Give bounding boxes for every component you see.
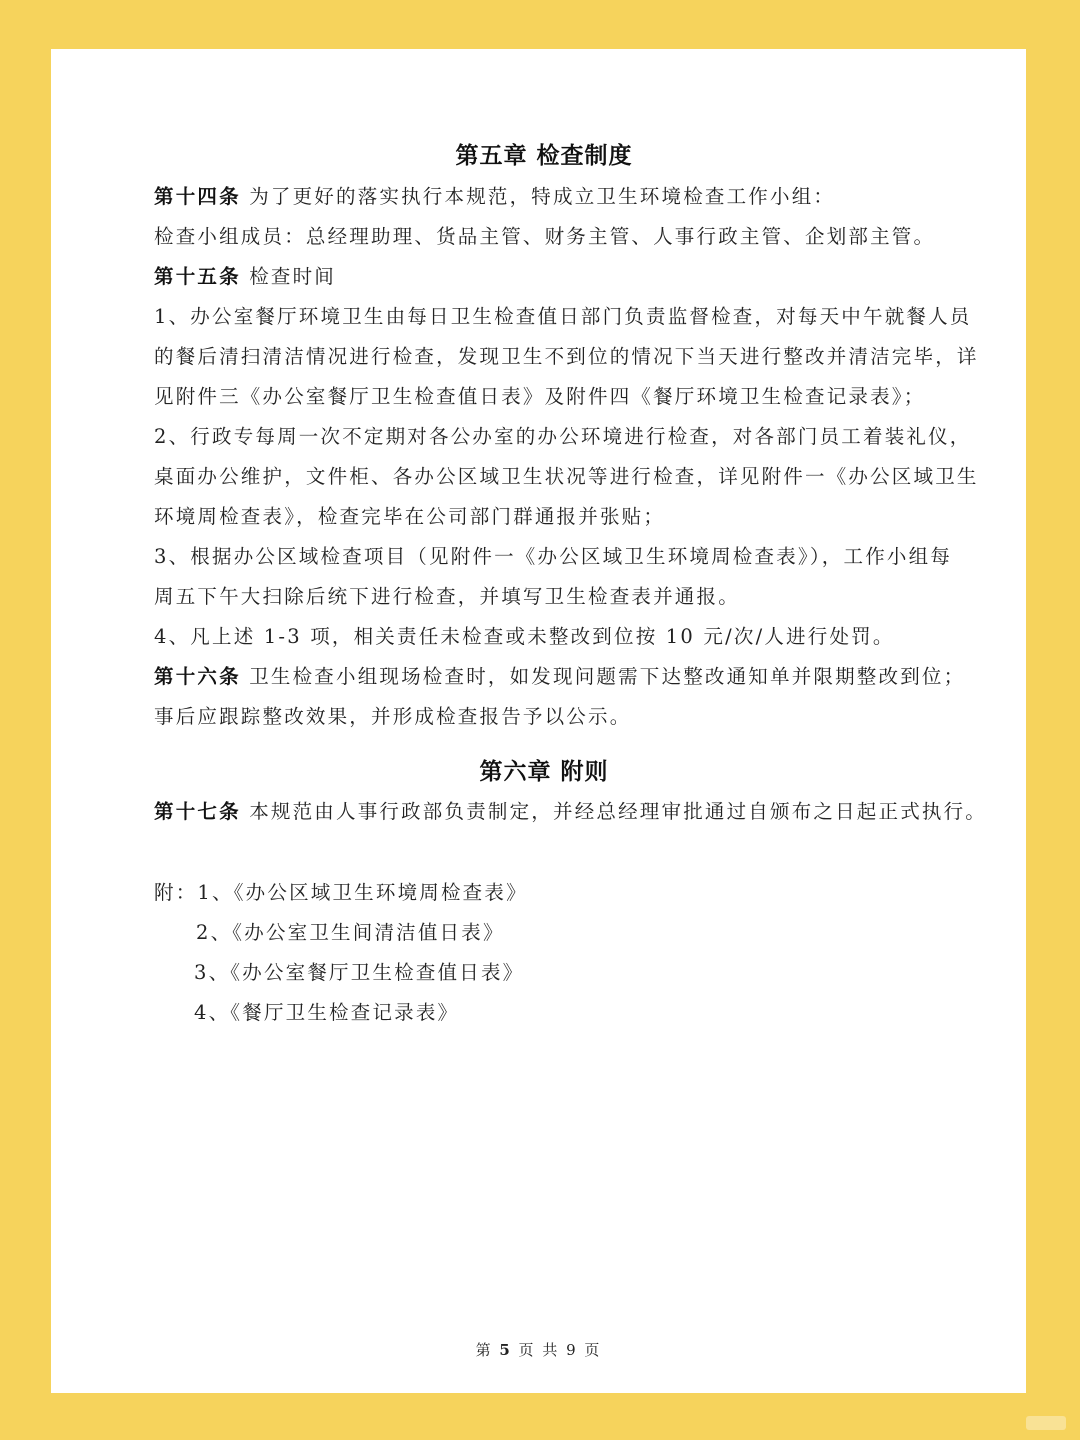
article-15-line: 1、办公室餐厅环境卫生由每日卫生检查值日部门负责监督检查，对每天中午就餐人员	[154, 305, 972, 328]
watermark	[1026, 1416, 1066, 1430]
article-15-text: 检查时间	[240, 265, 337, 288]
attachment-prefix: 附：	[154, 881, 198, 904]
article-14	[154, 187, 835, 207]
document-page	[51, 49, 1026, 1393]
footer-total-pages: 9	[566, 1341, 578, 1359]
article-15-line: 周五下午大扫除后统下进行检查，并填写卫生检查表并通报。	[154, 585, 740, 608]
article-14-members: 检查小组成员：总经理助理、货品主管、财务主管、人事行政主管、企划部主管。	[154, 225, 936, 248]
article-15-line: 见附件三《办公室餐厅卫生检查值日表》及附件四《餐厅环境卫生检查记录表》；	[154, 385, 926, 408]
article-14-label: 第十四条	[154, 185, 241, 208]
article-15-line: 桌面办公维护，文件柜、各办公区域卫生状况等进行检查，详见附件一《办公区域卫生	[154, 465, 979, 488]
article-15	[154, 267, 336, 287]
article-17	[154, 802, 987, 822]
attachment-item-1	[154, 883, 528, 903]
attachment-item-3: 3、《办公室餐厅卫生检查值日表》	[194, 961, 525, 984]
attachment-item-4: 4、《餐厅卫生检查记录表》	[194, 1001, 460, 1024]
page-footer	[51, 1339, 1026, 1360]
attachment-item-text: 1、《办公区域卫生环境周检查表》	[197, 881, 528, 904]
attachment-item-2: 2、《办公室卫生间清洁值日表》	[196, 921, 505, 944]
article-15-line: 3、根据办公区域检查项目（见附件一《办公区域卫生环境周检查表》），工作小组每	[154, 545, 953, 568]
footer-prefix: 第	[475, 1341, 500, 1359]
article-16	[154, 667, 965, 687]
footer-page-number: 5	[499, 1341, 512, 1359]
footer-middle: 页 共	[511, 1341, 567, 1359]
chapter-6-title: 第六章 附则	[479, 758, 609, 785]
article-15-line: 4、凡上述 1-3 项，相关责任未检查或未整改到位按 10 元/次/人进行处罚。	[154, 625, 895, 648]
article-16-text: 卫生检查小组现场检查时，如发现问题需下达整改通知单并限期整改到位；	[240, 665, 966, 688]
footer-suffix: 页	[577, 1341, 602, 1359]
article-17-text: 本规范由人事行政部负责制定，并经总经理审批通过自颁布之日起正式执行。	[240, 800, 988, 823]
article-15-line: 2、行政专每周一次不定期对各公办室的办公环境进行检查，对各部门员工着装礼仪，	[154, 425, 972, 448]
article-17-label: 第十七条	[154, 800, 241, 823]
article-16-label: 第十六条	[154, 665, 241, 688]
chapter-5-title: 第五章 检查制度	[455, 142, 633, 169]
article-15-label: 第十五条	[154, 265, 241, 288]
article-16-line-2: 事后应跟踪整改效果，并形成检查报告予以公示。	[154, 705, 632, 728]
article-15-line: 环境周检查表》，检查完毕在公司部门群通报并张贴；	[154, 505, 666, 528]
article-14-text: 为了更好的落实执行本规范，特成立卫生环境检查工作小组：	[240, 185, 836, 208]
article-15-line: 的餐后清扫清洁情况进行检查，发现卫生不到位的情况下当天进行整改并清洁完毕，详	[154, 345, 979, 368]
